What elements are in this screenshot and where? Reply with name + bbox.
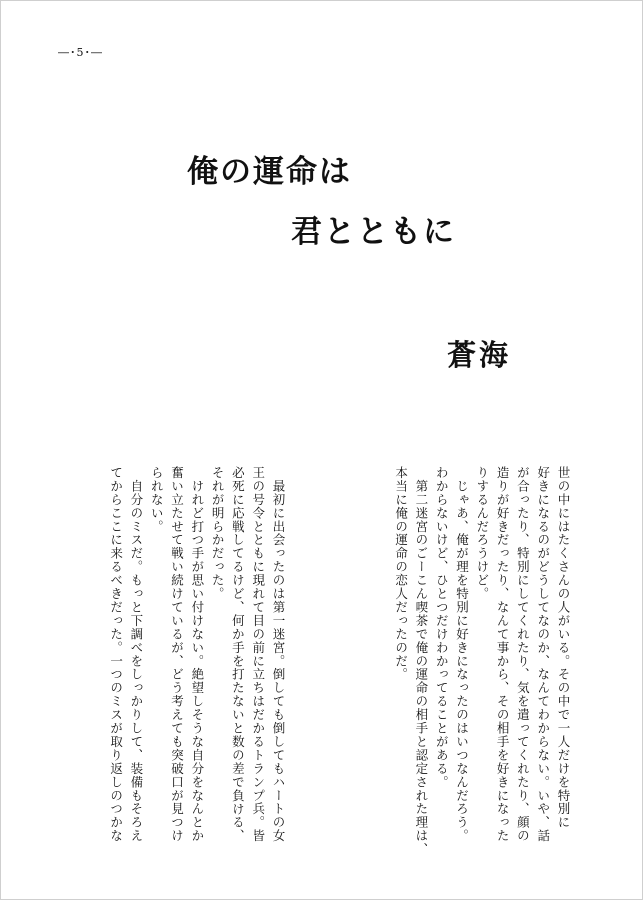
text-line: 第二迷宮のごーこん喫茶で俺の運命の相手と認定された理は、 <box>413 466 429 857</box>
text-line: それが明らかだった。 <box>210 466 226 601</box>
author-name: 蒼海 <box>447 338 512 372</box>
text-line: てからここに来るべきだった。一つのミスが取り返しのつかな <box>108 466 124 843</box>
text-line: 自分のミスだ。もっと下調べをしっかりして、装備もそろえ <box>128 466 144 843</box>
text-line: りするんだろうけど。 <box>474 466 490 601</box>
story-title-line-2: 君とともに <box>291 214 456 250</box>
text-line: 造りが好きだったり、なんて事から、その相手を好きになった <box>495 466 511 843</box>
text-line: じゃあ、俺が理を特別に好きになったのはいつなんだろう。 <box>454 466 470 843</box>
text-line: 必死に応戦してるけど、何か手を打たないと数の差で負ける、 <box>230 466 246 843</box>
story-title-line-1: 俺の運命は <box>187 154 352 190</box>
text-line: 奮い立たせて戦い続けているが、どう考えても突破口が見つけ <box>169 466 185 843</box>
text-line: が合ったり、特別にしてくれたり、気を遣ってくれたり、顔の <box>515 466 531 843</box>
text-line: られない。 <box>149 466 165 534</box>
story-text-block-left <box>82 466 288 846</box>
text-line: 世の中にはたくさんの人がいる。その中で一人だけを特別に <box>556 466 571 830</box>
text-line: わからないけど、ひとつだけわかってることがある。 <box>434 466 450 789</box>
text-line: 本当に俺の運命の恋人だったのだ。 <box>393 466 409 682</box>
text-line: 王の号令とともに現れて目の前に立ちはだかるトランプ兵。皆 <box>250 466 266 843</box>
text-line: 最初に出会ったのは第一迷宮。倒しても倒してもハートの女 <box>271 466 286 843</box>
text-line: 好きになるのがどうしてなのか、なんてわからない。いや、話 <box>535 466 551 843</box>
page-number: ―･5･― <box>58 46 103 59</box>
story-text-block-right <box>373 466 573 857</box>
text-line: けれど打つ手が思い付けない。絶望しそうな自分をなんとか <box>189 466 205 843</box>
